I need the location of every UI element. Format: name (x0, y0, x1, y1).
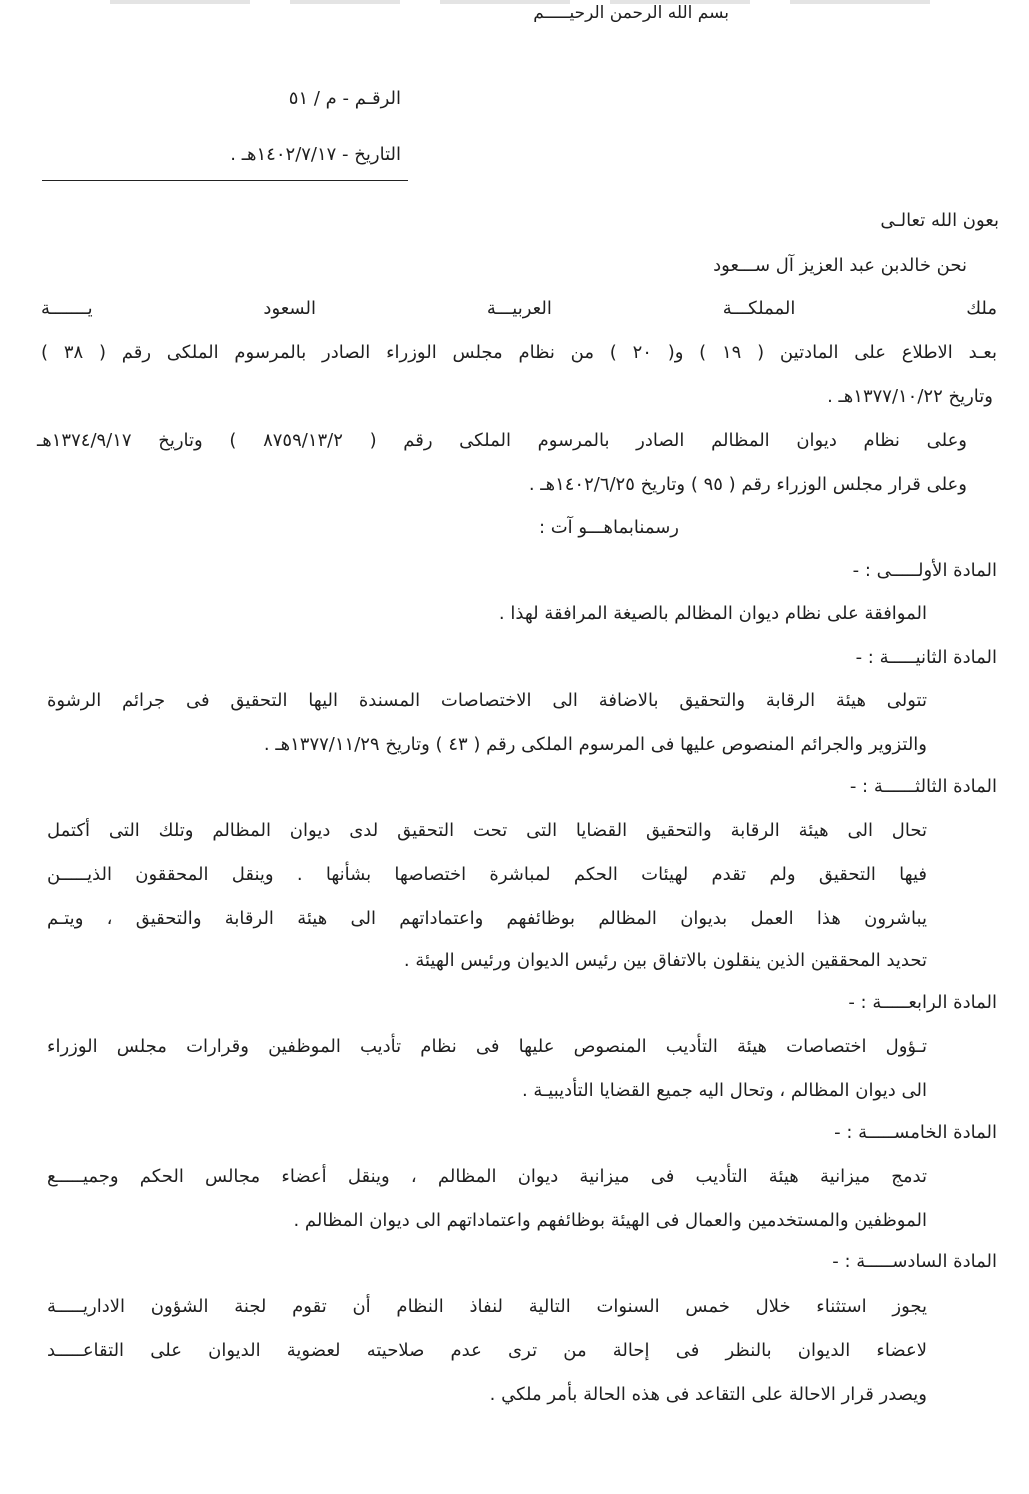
issuer-name: نحن خالدبن عبد العزيز آل ســـعود (713, 255, 967, 276)
article-heading: المادة الثالثــــــة : - (849, 776, 997, 797)
article-text-line: لاعضاء الديوان بالنظر فى إحالة من ترى عدم صلاحيته لعضوية الديوان على التقاعـــــد (47, 1340, 927, 1361)
recital-line: وتاريخ ١٣٧٧/١٠/٢٢هـ . (827, 386, 993, 407)
article-text-line: تحديد المحققين الذين ينقلون بالاتفاق بين رئيس الديوان ورئيس الهيئة . (403, 950, 927, 971)
article-text-line: يجوز استثناء خلال خمس السنوات التالية لنفاذ النظام أن تقوم لجنة الشؤون الاداريـــــة (47, 1296, 927, 1317)
article-text-line: يباشرون هذا العمل بديوان المظالم بوظائفهم واعتماداتهم الى هيئة الرقابة والتحقيق ، ويتـم (47, 908, 927, 929)
reference-number: الرقـم - م / ٥١ (288, 88, 401, 109)
article-text-line: فيها التحقيق ولم تقدم لهيئات الحكم لمباشرة اختصاصها بشأنها . وينقل المحققون الذيـــــن (47, 864, 927, 885)
recital-line: وعلى قرار مجلس الوزراء رقم ( ٩٥ ) وتاريخ ١٤٠٢/٦/٢٥هـ . (528, 474, 967, 495)
article-text-line: تحال الى هيئة الرقابة والتحقيق القضايا التى تحت التحقيق لدى ديوان المظالم وتلك التى أكتمل (47, 820, 927, 841)
decree-formula: رسمنابماهـــو آت : (538, 517, 679, 538)
article-heading: المادة السادســـــة : - (832, 1251, 997, 1272)
recital-line: بعـد الاطلاع على المادتين ( ١٩ ) و( ٢٠ ) من نظام مجلس الوزراء الصادر بالمرسوم الملكى رقم ( ٣٨ ) (41, 342, 998, 363)
article-text-line: الموظفين والمستخدمين والعمال فى الهيئة بوظائفهم واعتماداتهم الى ديوان المظالم . (293, 1210, 927, 1231)
article-heading: المادة الرابعـــــة : - (848, 992, 997, 1013)
recital-line: وعلى نظام ديوان المظالم الصادر بالمرسوم الملكى رقم ( ٨٧٥٩/١٣/٢ ) وتاريخ ١٣٧٤/٩/١٧هـ (37, 430, 967, 451)
article-heading: المادة الثانيـــــة : - (855, 647, 997, 668)
basmala: بسم الله الرحمن الرحيـــــم (533, 3, 729, 23)
article-heading: المادة الأولـــــى : - (852, 560, 997, 581)
issuer-title: ملك المملكـــة العربيـــة السعود يـــــــة (41, 298, 997, 319)
header-divider (42, 180, 408, 181)
article-text-line: ويصدر قرار الاحالة على التقاعد فى هذه الحالة بأمر ملكي . (489, 1384, 927, 1405)
article-text-line: الى ديوان المظالم ، وتحال اليه جميع القضايا التأديبيـة . (521, 1080, 927, 1101)
invocation: بعون الله تعالـى (880, 210, 999, 231)
top-edge-mark (290, 0, 400, 4)
top-edge-mark (790, 0, 930, 4)
article-text-line: والتزوير والجرائم المنصوص عليها فى المرسوم الملكى رقم ( ٤٣ ) وتاريخ ١٣٧٧/١١/٢٩هـ . (263, 734, 927, 755)
article-text-line: تتولى هيئة الرقابة والتحقيق بالاضافة الى الاختصاصات المسندة اليها التحقيق فى جرائم الرشوة (47, 690, 927, 711)
article-text-line: تـؤول اختصاصات هيئة التأديب المنصوص عليها فى نظام تأديب الموظفين وقرارات مجلس الوزراء (47, 1036, 927, 1057)
reference-date: التاريخ - ١٤٠٢/٧/١٧هـ . (230, 144, 401, 165)
article-text-line: تدمج ميزانية هيئة التأديب فى ميزانية ديوان المظالم ، وينقل أعضاء مجالس الحكم وجميـــــع (47, 1166, 927, 1187)
top-edge-mark (110, 0, 250, 4)
article-text-line: الموافقة على نظام ديوان المظالم بالصيغة المرافقة لهذا . (498, 603, 927, 624)
article-heading: المادة الخامســـــة : - (834, 1122, 997, 1143)
